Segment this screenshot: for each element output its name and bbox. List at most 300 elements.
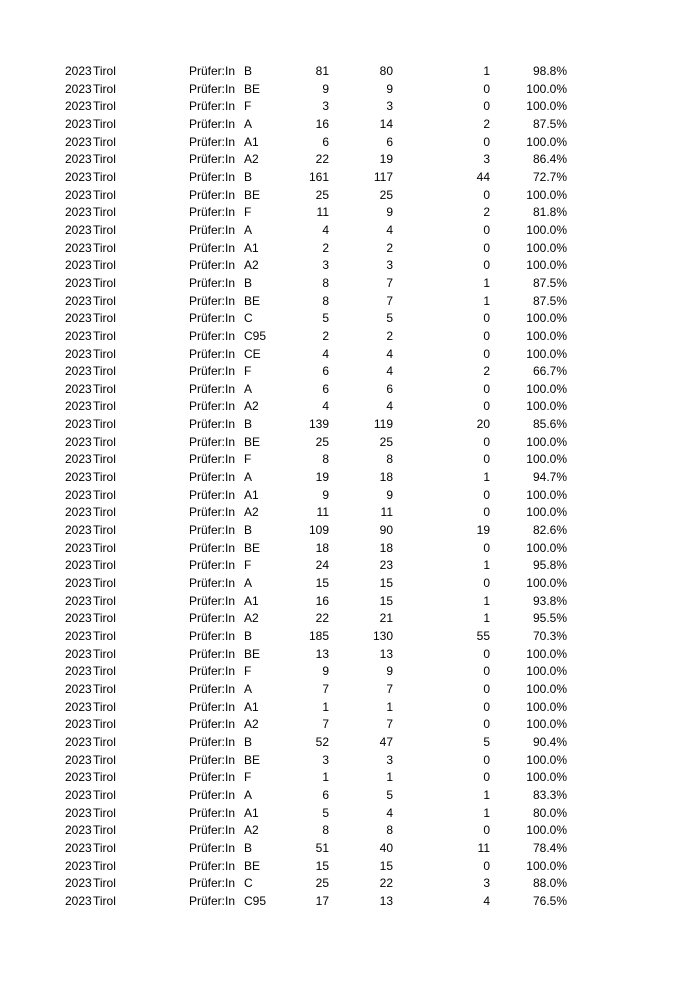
role-cell: Prüfer:In bbox=[189, 470, 236, 485]
year-cell: 2023 bbox=[65, 81, 92, 96]
role-cell: Prüfer:In bbox=[189, 540, 236, 555]
pass-rate-cell: 87.5% bbox=[532, 275, 567, 290]
failed-count-cell: 1 bbox=[483, 275, 490, 290]
pass-rate-cell: 95.8% bbox=[532, 558, 567, 573]
table-row bbox=[0, 893, 700, 911]
table-row bbox=[0, 610, 700, 628]
license-class-cell: B bbox=[244, 417, 253, 432]
license-class-cell: F bbox=[244, 558, 252, 573]
region-cell: Tirol bbox=[93, 134, 116, 149]
license-class-cell: B bbox=[244, 523, 253, 538]
role-cell: Prüfer:In bbox=[189, 417, 236, 432]
failed-count-cell: 4 bbox=[483, 893, 490, 908]
year-cell: 2023 bbox=[65, 187, 92, 202]
total-count-cell: 8 bbox=[322, 293, 329, 308]
license-class-cell: A1 bbox=[244, 593, 259, 608]
data-table bbox=[0, 63, 700, 911]
passed-count-cell: 13 bbox=[379, 893, 393, 908]
total-count-cell: 16 bbox=[315, 593, 329, 608]
year-cell: 2023 bbox=[65, 222, 92, 237]
year-cell: 2023 bbox=[65, 275, 92, 290]
passed-count-cell: 3 bbox=[386, 258, 393, 273]
failed-count-cell: 0 bbox=[483, 646, 490, 661]
role-cell: Prüfer:In bbox=[189, 505, 236, 520]
year-cell: 2023 bbox=[65, 646, 92, 661]
pass-rate-cell: 85.6% bbox=[532, 417, 567, 432]
passed-count-cell: 3 bbox=[386, 99, 393, 114]
table-row bbox=[0, 646, 700, 664]
role-cell: Prüfer:In bbox=[189, 116, 236, 131]
pass-rate-cell: 88.0% bbox=[532, 876, 567, 891]
pass-rate-cell: 100.0% bbox=[526, 858, 567, 873]
failed-count-cell: 44 bbox=[476, 169, 490, 184]
failed-count-cell: 0 bbox=[483, 717, 490, 732]
failed-count-cell: 0 bbox=[483, 699, 490, 714]
table-row bbox=[0, 293, 700, 311]
failed-count-cell: 11 bbox=[477, 840, 490, 855]
license-class-cell: A2 bbox=[244, 399, 259, 414]
role-cell: Prüfer:In bbox=[189, 699, 236, 714]
total-count-cell: 22 bbox=[315, 611, 329, 626]
region-cell: Tirol bbox=[93, 540, 116, 555]
pass-rate-cell: 94.7% bbox=[532, 470, 567, 485]
region-cell: Tirol bbox=[93, 593, 116, 608]
failed-count-cell: 1 bbox=[483, 293, 490, 308]
license-class-cell: BE bbox=[244, 187, 261, 202]
failed-count-cell: 0 bbox=[483, 311, 490, 326]
failed-count-cell: 0 bbox=[483, 134, 490, 149]
license-class-cell: A bbox=[244, 470, 253, 485]
role-cell: Prüfer:In bbox=[189, 293, 236, 308]
table-row bbox=[0, 328, 700, 346]
year-cell: 2023 bbox=[65, 381, 92, 396]
failed-count-cell: 0 bbox=[483, 823, 490, 838]
role-cell: Prüfer:In bbox=[189, 717, 236, 732]
passed-count-cell: 23 bbox=[379, 558, 393, 573]
failed-count-cell: 1 bbox=[483, 787, 490, 802]
year-cell: 2023 bbox=[65, 169, 92, 184]
total-count-cell: 16 bbox=[315, 116, 329, 131]
passed-count-cell: 7 bbox=[386, 293, 393, 308]
table-row bbox=[0, 451, 700, 469]
table-row bbox=[0, 151, 700, 169]
license-class-cell: F bbox=[244, 205, 252, 220]
table-row bbox=[0, 875, 700, 893]
license-class-cell: B bbox=[244, 629, 253, 643]
pass-rate-cell: 100.0% bbox=[526, 258, 567, 273]
table-row bbox=[0, 257, 700, 275]
region-cell: Tirol bbox=[93, 576, 116, 591]
year-cell: 2023 bbox=[65, 417, 92, 432]
table-row bbox=[0, 275, 700, 293]
year-cell: 2023 bbox=[65, 311, 92, 326]
failed-count-cell: 2 bbox=[483, 116, 490, 131]
pass-rate-cell: 82.6% bbox=[532, 523, 567, 538]
passed-count-cell: 119 bbox=[373, 417, 393, 432]
license-class-cell: C bbox=[244, 311, 253, 326]
role-cell: Prüfer:In bbox=[189, 205, 236, 220]
region-cell: Tirol bbox=[93, 770, 116, 785]
role-cell: Prüfer:In bbox=[189, 629, 236, 643]
total-count-cell: 15 bbox=[315, 858, 329, 873]
year-cell: 2023 bbox=[65, 717, 92, 732]
region-cell: Tirol bbox=[93, 417, 116, 432]
role-cell: Prüfer:In bbox=[189, 558, 236, 573]
pass-rate-cell: 100.0% bbox=[526, 346, 567, 361]
table-row bbox=[0, 416, 700, 434]
year-cell: 2023 bbox=[65, 505, 92, 520]
pass-rate-cell: 100.0% bbox=[526, 328, 567, 343]
total-count-cell: 7 bbox=[322, 717, 329, 732]
role-cell: Prüfer:In bbox=[189, 311, 236, 326]
failed-count-cell: 0 bbox=[483, 858, 490, 873]
table-row bbox=[0, 628, 700, 646]
table-row bbox=[0, 240, 700, 258]
license-class-cell: C95 bbox=[244, 893, 267, 908]
year-cell: 2023 bbox=[65, 152, 92, 167]
passed-count-cell: 130 bbox=[372, 629, 393, 643]
pass-rate-cell: 78.4% bbox=[532, 840, 567, 855]
table-row bbox=[0, 716, 700, 734]
pass-rate-cell: 66.7% bbox=[532, 364, 567, 379]
role-cell: Prüfer:In bbox=[189, 152, 236, 167]
year-cell: 2023 bbox=[65, 840, 92, 855]
total-count-cell: 1 bbox=[322, 770, 329, 785]
year-cell: 2023 bbox=[65, 823, 92, 838]
table-row bbox=[0, 840, 700, 858]
region-cell: Tirol bbox=[93, 81, 116, 96]
failed-count-cell: 0 bbox=[483, 505, 490, 520]
total-count-cell: 25 bbox=[315, 187, 329, 202]
region-cell: Tirol bbox=[93, 629, 116, 643]
failed-count-cell: 0 bbox=[483, 187, 490, 202]
failed-count-cell: 0 bbox=[483, 328, 490, 343]
total-count-cell: 15 bbox=[315, 576, 329, 591]
failed-count-cell: 0 bbox=[483, 576, 490, 591]
failed-count-cell: 0 bbox=[483, 681, 490, 696]
total-count-cell: 6 bbox=[322, 787, 329, 802]
total-count-cell: 7 bbox=[322, 681, 329, 696]
year-cell: 2023 bbox=[65, 523, 92, 538]
failed-count-cell: 55 bbox=[476, 629, 490, 643]
table-row bbox=[0, 434, 700, 452]
total-count-cell: 11 bbox=[316, 205, 329, 220]
table-row bbox=[0, 398, 700, 416]
table-row bbox=[0, 63, 700, 81]
role-cell: Prüfer:In bbox=[189, 664, 236, 679]
role-cell: Prüfer:In bbox=[189, 487, 236, 502]
license-class-cell: A bbox=[244, 116, 253, 131]
failed-count-cell: 1 bbox=[483, 64, 490, 78]
year-cell: 2023 bbox=[65, 346, 92, 361]
year-cell: 2023 bbox=[65, 364, 92, 379]
role-cell: Prüfer:In bbox=[189, 99, 236, 114]
pass-rate-cell: 90.4% bbox=[532, 734, 567, 749]
failed-count-cell: 0 bbox=[483, 258, 490, 273]
region-cell: Tirol bbox=[93, 858, 116, 873]
table-row bbox=[0, 187, 700, 205]
region-cell: Tirol bbox=[93, 187, 116, 202]
passed-count-cell: 25 bbox=[379, 434, 393, 449]
pass-rate-cell: 81.8% bbox=[532, 205, 567, 220]
table-row bbox=[0, 752, 700, 770]
failed-count-cell: 1 bbox=[483, 593, 490, 608]
table-row bbox=[0, 769, 700, 787]
license-class-cell: A bbox=[244, 222, 253, 237]
passed-count-cell: 22 bbox=[379, 876, 393, 891]
year-cell: 2023 bbox=[65, 487, 92, 502]
region-cell: Tirol bbox=[93, 169, 116, 184]
pass-rate-cell: 100.0% bbox=[526, 381, 567, 396]
year-cell: 2023 bbox=[65, 699, 92, 714]
pass-rate-cell: 100.0% bbox=[526, 646, 567, 661]
license-class-cell: F bbox=[244, 99, 252, 114]
passed-count-cell: 15 bbox=[379, 858, 393, 873]
total-count-cell: 6 bbox=[322, 364, 329, 379]
region-cell: Tirol bbox=[93, 664, 116, 679]
role-cell: Prüfer:In bbox=[189, 64, 236, 78]
pass-rate-cell: 100.0% bbox=[526, 505, 567, 520]
failed-count-cell: 0 bbox=[483, 399, 490, 414]
license-class-cell: BE bbox=[244, 646, 261, 661]
region-cell: Tirol bbox=[93, 64, 116, 78]
failed-count-cell: 0 bbox=[483, 346, 490, 361]
passed-count-cell: 15 bbox=[379, 576, 393, 591]
role-cell: Prüfer:In bbox=[189, 523, 236, 538]
total-count-cell: 18 bbox=[315, 540, 329, 555]
table-row bbox=[0, 81, 700, 99]
passed-count-cell: 18 bbox=[379, 470, 393, 485]
year-cell: 2023 bbox=[65, 593, 92, 608]
year-cell: 2023 bbox=[65, 452, 92, 467]
pass-rate-cell: 83.3% bbox=[532, 787, 567, 802]
role-cell: Prüfer:In bbox=[189, 681, 236, 696]
role-cell: Prüfer:In bbox=[189, 346, 236, 361]
failed-count-cell: 19 bbox=[476, 523, 490, 538]
pass-rate-cell: 70.3% bbox=[532, 629, 567, 643]
failed-count-cell: 20 bbox=[476, 417, 490, 432]
passed-count-cell: 9 bbox=[386, 205, 393, 220]
table-row bbox=[0, 310, 700, 328]
role-cell: Prüfer:In bbox=[189, 134, 236, 149]
failed-count-cell: 0 bbox=[483, 452, 490, 467]
role-cell: Prüfer:In bbox=[189, 805, 236, 820]
table-row bbox=[0, 116, 700, 134]
table-row bbox=[0, 787, 700, 805]
role-cell: Prüfer:In bbox=[189, 452, 236, 467]
year-cell: 2023 bbox=[65, 805, 92, 820]
passed-count-cell: 4 bbox=[386, 222, 393, 237]
license-class-cell: BE bbox=[244, 293, 261, 308]
region-cell: Tirol bbox=[93, 240, 116, 255]
total-count-cell: 6 bbox=[322, 134, 329, 149]
table-row bbox=[0, 222, 700, 240]
role-cell: Prüfer:In bbox=[189, 787, 236, 802]
region-cell: Tirol bbox=[93, 734, 116, 749]
year-cell: 2023 bbox=[65, 681, 92, 696]
total-count-cell: 25 bbox=[315, 434, 329, 449]
license-class-cell: BE bbox=[244, 540, 261, 555]
license-class-cell: A1 bbox=[244, 805, 259, 820]
failed-count-cell: 0 bbox=[483, 99, 490, 114]
pass-rate-cell: 100.0% bbox=[526, 240, 567, 255]
license-class-cell: A2 bbox=[244, 152, 259, 167]
passed-count-cell: 7 bbox=[386, 275, 393, 290]
region-cell: Tirol bbox=[93, 311, 116, 326]
total-count-cell: 109 bbox=[308, 523, 329, 538]
region-cell: Tirol bbox=[93, 699, 116, 714]
license-class-cell: A2 bbox=[244, 823, 259, 838]
passed-count-cell: 14 bbox=[379, 116, 393, 131]
year-cell: 2023 bbox=[65, 258, 92, 273]
license-class-cell: A bbox=[244, 787, 253, 802]
license-class-cell: F bbox=[244, 452, 252, 467]
failed-count-cell: 0 bbox=[483, 487, 490, 502]
pass-rate-cell: 100.0% bbox=[526, 434, 567, 449]
total-count-cell: 8 bbox=[322, 452, 329, 467]
year-cell: 2023 bbox=[65, 858, 92, 873]
license-class-cell: BE bbox=[244, 434, 261, 449]
role-cell: Prüfer:In bbox=[189, 222, 236, 237]
role-cell: Prüfer:In bbox=[189, 858, 236, 873]
role-cell: Prüfer:In bbox=[189, 240, 236, 255]
failed-count-cell: 0 bbox=[483, 81, 490, 96]
license-class-cell: B bbox=[244, 64, 253, 78]
total-count-cell: 4 bbox=[322, 399, 329, 414]
region-cell: Tirol bbox=[93, 876, 116, 891]
region-cell: Tirol bbox=[93, 381, 116, 396]
passed-count-cell: 5 bbox=[386, 311, 393, 326]
region-cell: Tirol bbox=[93, 434, 116, 449]
pass-rate-cell: 95.5% bbox=[532, 611, 567, 626]
pass-rate-cell: 98.8% bbox=[532, 64, 567, 78]
region-cell: Tirol bbox=[93, 205, 116, 220]
passed-count-cell: 21 bbox=[379, 611, 393, 626]
passed-count-cell: 47 bbox=[379, 734, 393, 749]
region-cell: Tirol bbox=[93, 152, 116, 167]
license-class-cell: BE bbox=[244, 858, 261, 873]
license-class-cell: A2 bbox=[244, 717, 259, 732]
license-class-cell: A1 bbox=[244, 487, 259, 502]
passed-count-cell: 11 bbox=[380, 505, 393, 520]
failed-count-cell: 0 bbox=[483, 540, 490, 555]
total-count-cell: 5 bbox=[322, 311, 329, 326]
total-count-cell: 4 bbox=[322, 346, 329, 361]
pass-rate-cell: 86.4% bbox=[532, 152, 567, 167]
failed-count-cell: 0 bbox=[483, 664, 490, 679]
pass-rate-cell: 100.0% bbox=[526, 399, 567, 414]
region-cell: Tirol bbox=[93, 116, 116, 131]
year-cell: 2023 bbox=[65, 787, 92, 802]
table-row bbox=[0, 204, 700, 222]
pass-rate-cell: 100.0% bbox=[526, 752, 567, 767]
passed-count-cell: 19 bbox=[379, 152, 393, 167]
passed-count-cell: 117 bbox=[373, 169, 393, 184]
pass-rate-cell: 100.0% bbox=[526, 187, 567, 202]
table-row bbox=[0, 381, 700, 399]
pass-rate-cell: 72.7% bbox=[532, 169, 567, 184]
license-class-cell: B bbox=[244, 275, 253, 290]
passed-count-cell: 4 bbox=[386, 805, 393, 820]
year-cell: 2023 bbox=[65, 770, 92, 785]
region-cell: Tirol bbox=[93, 523, 116, 538]
role-cell: Prüfer:In bbox=[189, 646, 236, 661]
failed-count-cell: 0 bbox=[483, 770, 490, 785]
total-count-cell: 2 bbox=[322, 240, 329, 255]
passed-count-cell: 4 bbox=[386, 364, 393, 379]
table-row bbox=[0, 858, 700, 876]
license-class-cell: BE bbox=[244, 81, 261, 96]
year-cell: 2023 bbox=[65, 99, 92, 114]
year-cell: 2023 bbox=[65, 540, 92, 555]
failed-count-cell: 1 bbox=[483, 470, 490, 485]
total-count-cell: 3 bbox=[322, 752, 329, 767]
license-class-cell: C bbox=[244, 876, 253, 891]
role-cell: Prüfer:In bbox=[189, 381, 236, 396]
region-cell: Tirol bbox=[93, 346, 116, 361]
region-cell: Tirol bbox=[93, 99, 116, 114]
passed-count-cell: 4 bbox=[386, 346, 393, 361]
region-cell: Tirol bbox=[93, 328, 116, 343]
table-row bbox=[0, 469, 700, 487]
passed-count-cell: 1 bbox=[386, 770, 393, 785]
passed-count-cell: 2 bbox=[386, 240, 393, 255]
role-cell: Prüfer:In bbox=[189, 187, 236, 202]
total-count-cell: 11 bbox=[316, 505, 329, 520]
total-count-cell: 22 bbox=[315, 152, 329, 167]
year-cell: 2023 bbox=[65, 240, 92, 255]
license-class-cell: F bbox=[244, 664, 252, 679]
total-count-cell: 81 bbox=[315, 64, 329, 78]
table-row bbox=[0, 699, 700, 717]
passed-count-cell: 8 bbox=[386, 823, 393, 838]
region-cell: Tirol bbox=[93, 487, 116, 502]
pass-rate-cell: 100.0% bbox=[526, 452, 567, 467]
license-class-cell: A bbox=[244, 681, 253, 696]
failed-count-cell: 3 bbox=[483, 876, 490, 891]
table-row bbox=[0, 822, 700, 840]
license-class-cell: BE bbox=[244, 752, 261, 767]
role-cell: Prüfer:In bbox=[189, 823, 236, 838]
passed-count-cell: 15 bbox=[379, 593, 393, 608]
failed-count-cell: 3 bbox=[483, 152, 490, 167]
passed-count-cell: 9 bbox=[386, 81, 393, 96]
passed-count-cell: 18 bbox=[379, 540, 393, 555]
year-cell: 2023 bbox=[65, 576, 92, 591]
passed-count-cell: 40 bbox=[379, 840, 393, 855]
year-cell: 2023 bbox=[65, 558, 92, 573]
table-row bbox=[0, 593, 700, 611]
region-cell: Tirol bbox=[93, 893, 116, 908]
year-cell: 2023 bbox=[65, 664, 92, 679]
table-row bbox=[0, 134, 700, 152]
pass-rate-cell: 76.5% bbox=[532, 893, 567, 908]
role-cell: Prüfer:In bbox=[189, 399, 236, 414]
region-cell: Tirol bbox=[93, 452, 116, 467]
role-cell: Prüfer:In bbox=[189, 734, 236, 749]
license-class-cell: A bbox=[244, 381, 253, 396]
table-row bbox=[0, 734, 700, 752]
table-row bbox=[0, 663, 700, 681]
total-count-cell: 161 bbox=[308, 169, 329, 184]
table-row bbox=[0, 805, 700, 823]
license-class-cell: A bbox=[244, 576, 253, 591]
pass-rate-cell: 100.0% bbox=[526, 823, 567, 838]
region-cell: Tirol bbox=[93, 681, 116, 696]
total-count-cell: 3 bbox=[322, 99, 329, 114]
passed-count-cell: 9 bbox=[386, 487, 393, 502]
table-row bbox=[0, 504, 700, 522]
